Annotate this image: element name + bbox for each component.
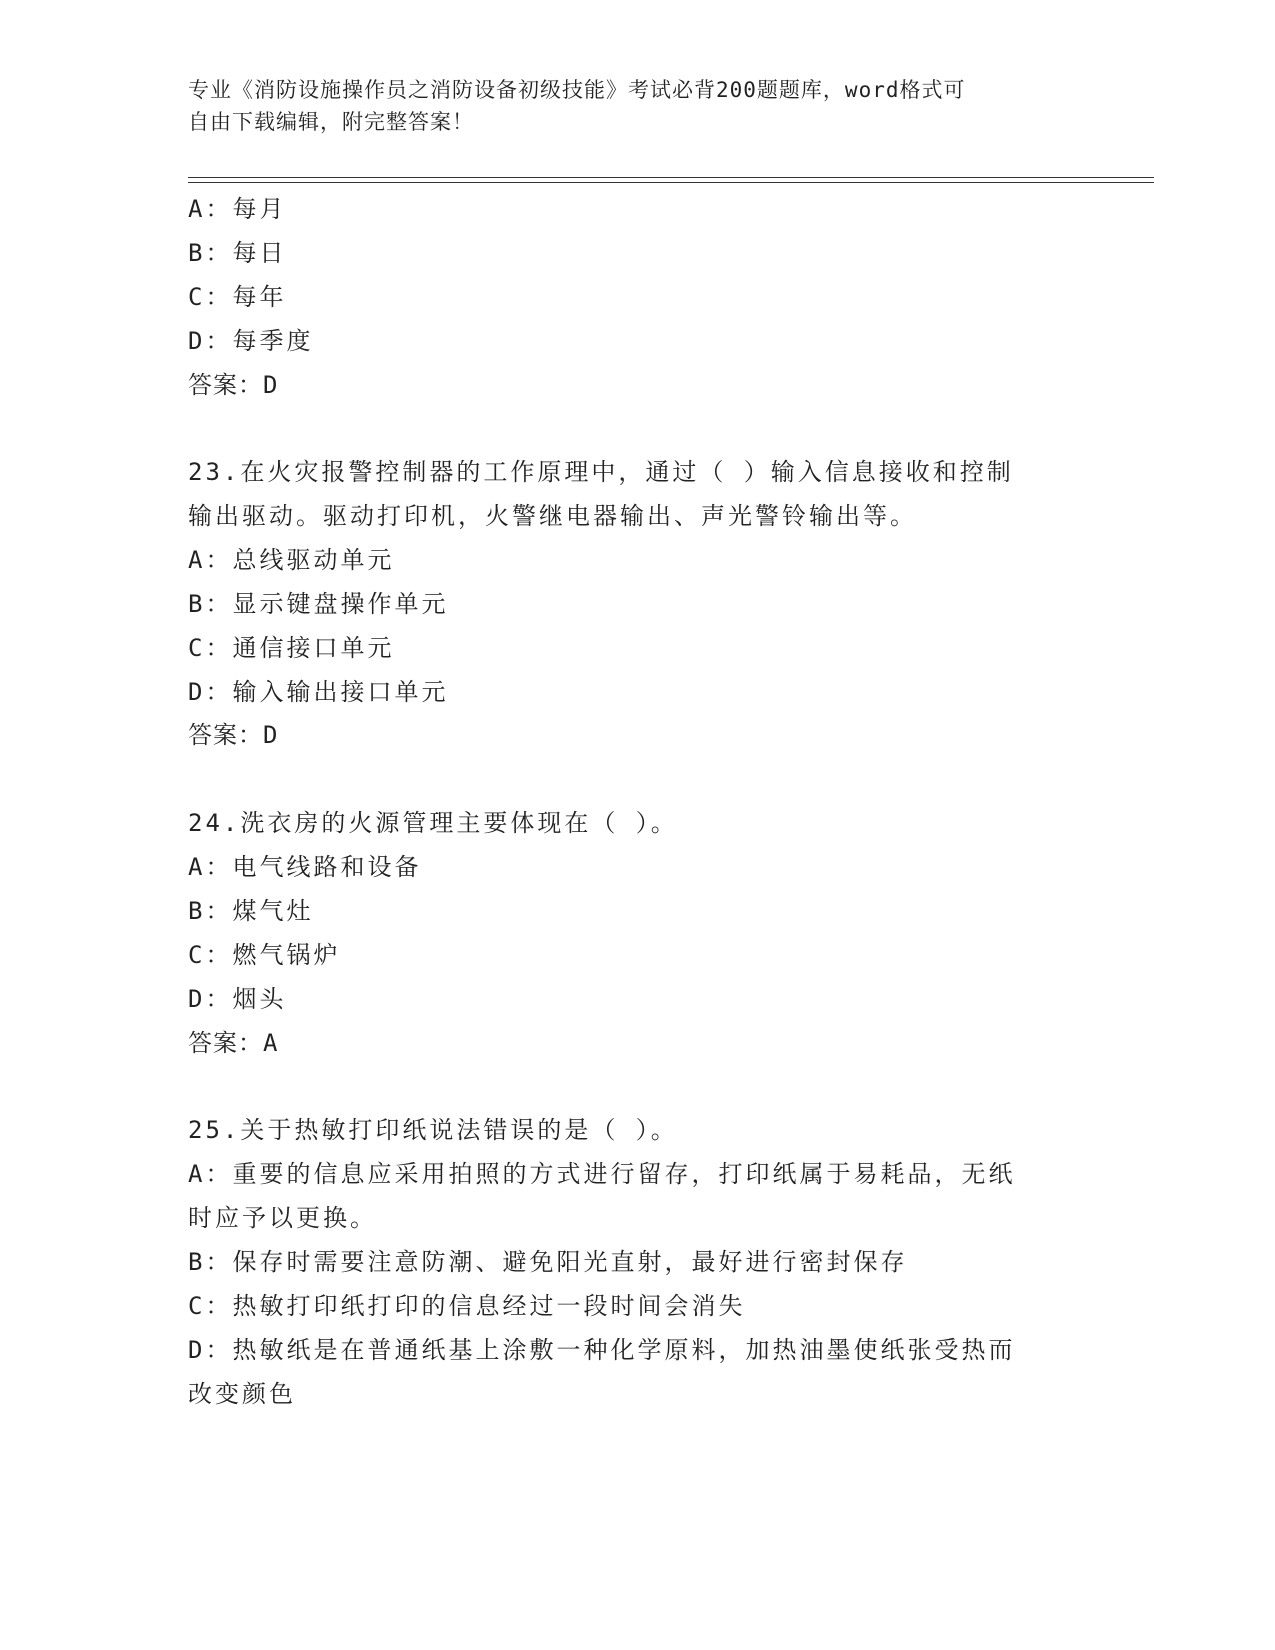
q22-answer: 答案：D: [188, 371, 279, 399]
header-rule-bottom: [188, 182, 1154, 183]
q23-answer: 答案：D: [188, 721, 279, 749]
q23-stem-line-1: 23.在火灾报警控制器的工作原理中，通过（ ）输入信息接收和控制: [188, 458, 1014, 486]
header-line-2: 自由下载编辑，附完整答案！: [188, 110, 474, 134]
header-line-1: 专业《消防设施操作员之消防设备初级技能》考试必背200题题库，word格式可: [188, 78, 966, 102]
q24-stem: 24.洗衣房的火源管理主要体现在（ ）。: [188, 809, 678, 837]
q25-option-a-line-2: 时应予以更换。: [188, 1204, 377, 1232]
q22-option-d: D：每季度: [188, 327, 314, 355]
q24-option-d: D：烟头: [188, 985, 287, 1013]
q24-option-b: B：煤气灶: [188, 897, 314, 925]
q24-option-a: A：电气线路和设备: [188, 853, 422, 881]
q25-option-d-line-1: D：热敏纸是在普通纸基上涂敷一种化学原料，加热油墨使纸张受热而: [188, 1336, 1016, 1364]
q23-option-b: B：显示键盘操作单元: [188, 590, 449, 618]
q25-option-a-line-1: A：重要的信息应采用拍照的方式进行留存，打印纸属于易耗品，无纸: [188, 1160, 1016, 1188]
q22-option-a: A：每月: [188, 195, 287, 223]
q22-option-b: B：每日: [188, 239, 287, 267]
q23-option-c: C：通信接口单元: [188, 634, 395, 662]
q24-answer: 答案：A: [188, 1029, 279, 1057]
q24-option-c: C：燃气锅炉: [188, 941, 341, 969]
q22-option-c: C：每年: [188, 283, 287, 311]
q23-stem-line-2: 输出驱动。驱动打印机，火警继电器输出、声光警铃输出等。: [188, 502, 917, 530]
header-rule-top: [188, 177, 1154, 178]
q23-option-d: D：输入输出接口单元: [188, 678, 449, 706]
q25-option-c: C：热敏打印纸打印的信息经过一段时间会消失: [188, 1292, 746, 1320]
q25-option-d-line-2: 改变颜色: [188, 1380, 296, 1408]
q25-option-b: B：保存时需要注意防潮、避免阳光直射，最好进行密封保存: [188, 1248, 908, 1276]
document-header: [188, 74, 1088, 138]
q23-option-a: A：总线驱动单元: [188, 546, 395, 574]
q25-stem: 25.关于热敏打印纸说法错误的是（ ）。: [188, 1116, 678, 1144]
